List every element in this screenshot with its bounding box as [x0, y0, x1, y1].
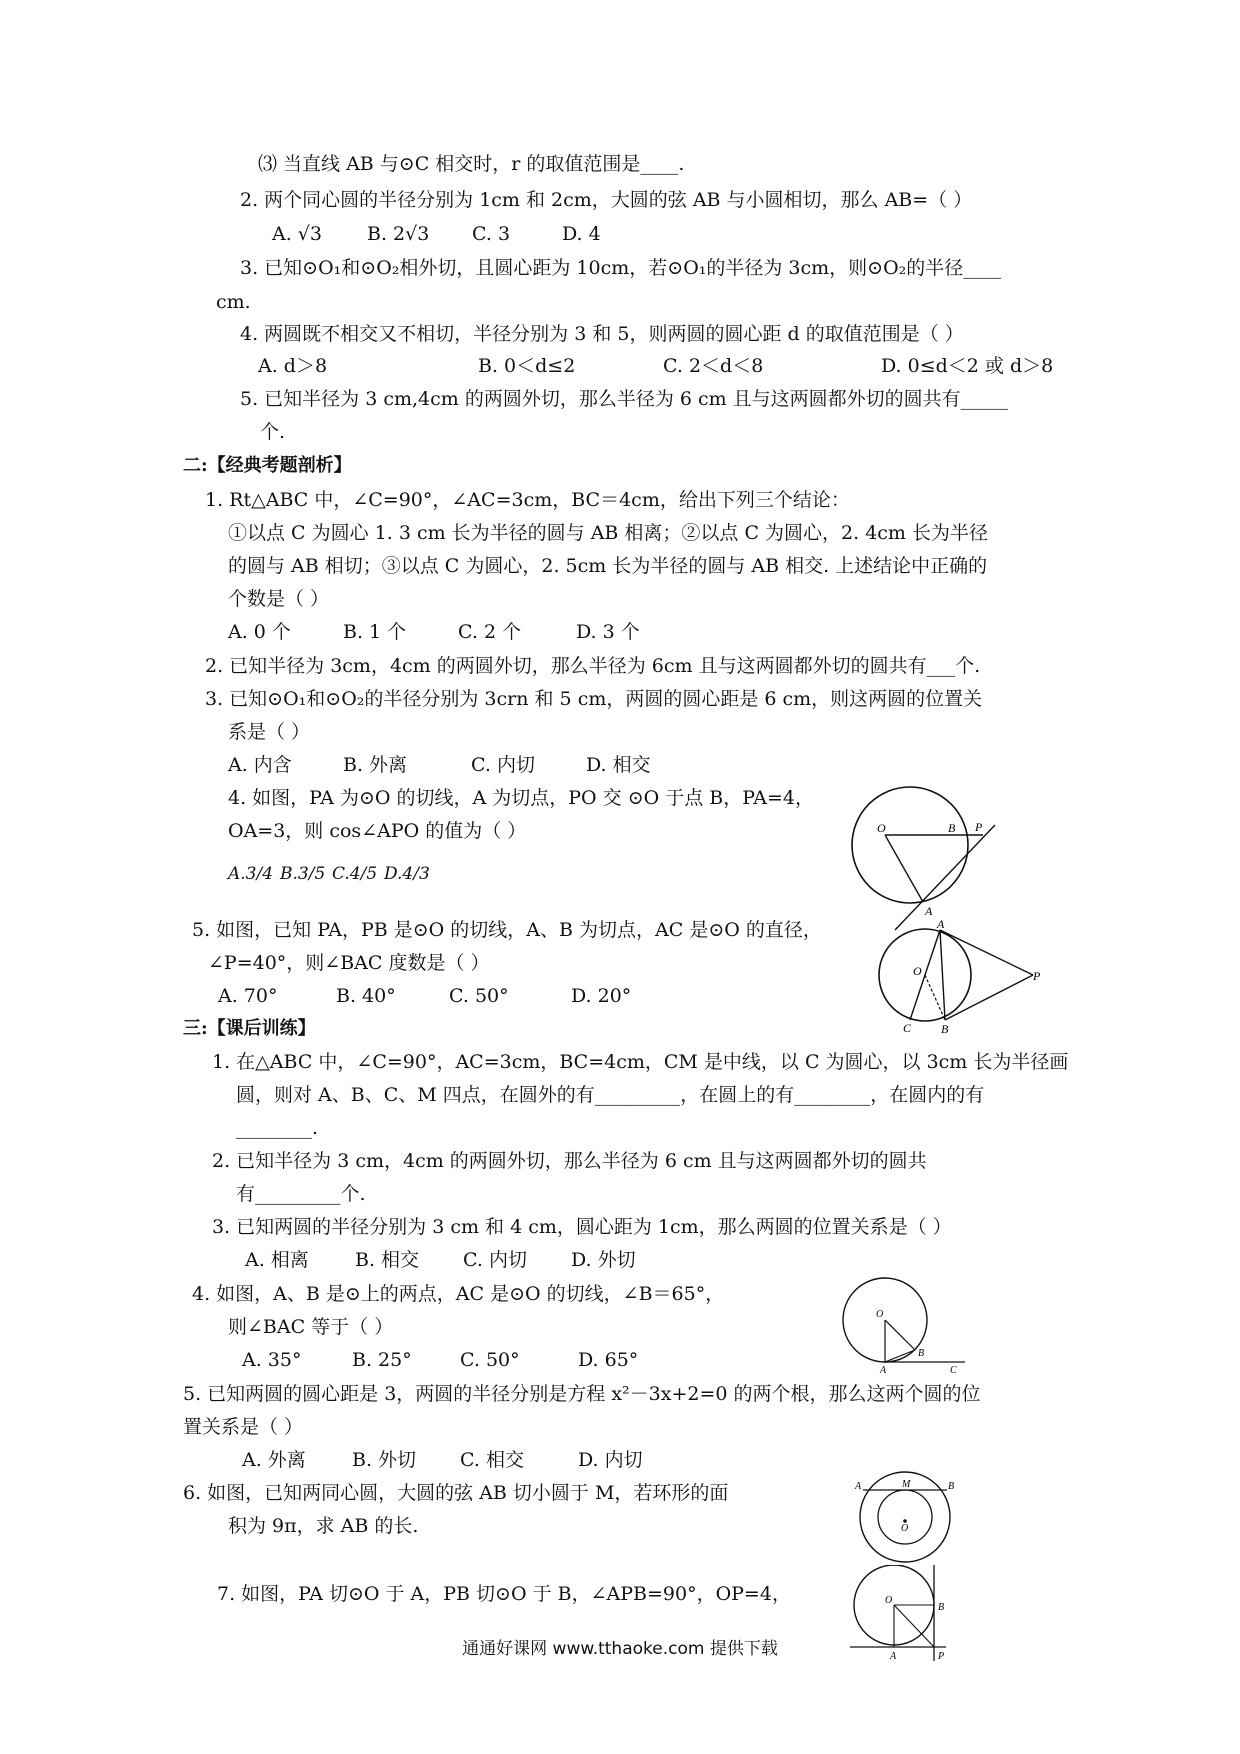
question-6: 6. 如图，已知两同心圆，大圆的弦 AB 切小圆于 M，若环形的面	[183, 1482, 729, 1504]
label-p: P	[938, 1651, 945, 1662]
question-4: 4. 如图，PA 为⊙O 的切线，A 为切点，PO 交 ⊙O 于点 B，PA=4，	[228, 787, 815, 809]
label-a: A	[925, 904, 933, 918]
text-line: 系是（ ）	[228, 721, 311, 743]
tangent-figure-2	[875, 920, 1045, 1035]
option-a: A. 70°	[218, 985, 278, 1007]
text-line: 的圆与 AB 相切；③以点 C 为圆心，2. 5cm 长为半径的圆与 AB 相交. 上述结论中正确的	[228, 555, 988, 577]
label-a: A	[855, 1481, 862, 1492]
tangent-pa	[940, 930, 1033, 975]
option-b: B. 相交	[355, 1249, 420, 1271]
tangent-figure-1	[845, 780, 1005, 940]
label-b: B	[948, 1481, 955, 1492]
option-b: B. 外离	[343, 754, 408, 776]
chord-ab	[885, 1350, 915, 1362]
options	[218, 984, 631, 1008]
text-line: 个.	[260, 421, 286, 443]
question-2: 2. 两个同心圆的半径分别为 1cm 和 2cm，大圆的弦 AB 与小圆相切，那么 AB=（ ）	[240, 189, 973, 211]
text-line: ⑶ 当直线 AB 与⊙C 相交时，r 的取值范围是____.	[258, 153, 685, 175]
option-c: C. 2＜d＜8	[663, 355, 764, 377]
option-d: D. 外切	[571, 1249, 636, 1271]
text-line: 个数是（ ）	[228, 588, 330, 610]
question-1: 1. Rt△ABC 中，∠C=90°，∠AC=3cm，BC＝4cm，给出下列三个结论：	[205, 489, 850, 511]
option-d: D. 相交	[586, 754, 651, 776]
option-a: A. 相离	[245, 1249, 309, 1271]
line-ob	[925, 975, 945, 1020]
option-d: D. 3 个	[576, 621, 640, 643]
option-b: B. 0＜d≤2	[478, 355, 576, 377]
question-2: 2. 已知半径为 3 cm，4cm 的两圆外切，那么半径为 6 cm 且与这两圆都外切的圆共	[212, 1150, 927, 1172]
option-c: C. 相交	[460, 1449, 524, 1471]
option-b: B. 25°	[352, 1349, 412, 1371]
label-b: B	[941, 1022, 949, 1035]
text-line: OA=3，则 cos∠APO 的值为（ ）	[228, 820, 527, 842]
option-c: C.4/5	[332, 864, 378, 884]
tangent-figure-3	[840, 1275, 970, 1375]
option-c: C. 3	[472, 223, 511, 245]
options	[272, 222, 601, 246]
label-c: C	[950, 1365, 957, 1375]
option-b: B. 1 个	[343, 621, 407, 643]
label-p: P	[1033, 969, 1041, 983]
options	[228, 862, 430, 886]
label-b: B	[938, 1602, 945, 1613]
option-a: A. √3	[272, 223, 322, 245]
text-line: 积为 9π，求 AB 的长.	[228, 1515, 419, 1537]
question-2: 2. 已知半径为 3cm，4cm 的两圆外切，那么半径为 6cm 且与这两圆都外切的圆共有___个.	[205, 655, 981, 677]
line-oa	[885, 835, 923, 902]
concentric-circles-figure	[850, 1465, 960, 1570]
label-b: B	[948, 821, 956, 835]
option-a: A. 外离	[242, 1449, 306, 1471]
question-4: 4. 两圆既不相交又不相切，半径分别为 3 和 5，则两圆的圆心距 d 的取值范围是（ ）	[240, 323, 964, 345]
question-3: 3. 已知两圆的半径分别为 3 cm 和 4 cm，圆心距为 1cm，那么两圆的位置关系是（ ）	[212, 1216, 952, 1238]
options	[228, 620, 640, 644]
circle-o	[852, 787, 968, 903]
section-heading: 二:【经典考题剖析】	[183, 455, 352, 476]
question-5: 5. 如图，已知 PA，PB 是⊙O 的切线，A、B 为切点，AC 是⊙O 的直径，	[192, 919, 822, 941]
tangent-line	[895, 825, 995, 930]
option-c: C. 50°	[460, 1349, 520, 1371]
text-line: ________.	[236, 1117, 319, 1139]
section-heading: 三:【课后训练】	[183, 1018, 316, 1039]
chord-ab	[940, 930, 945, 1020]
label-o: O	[885, 1595, 893, 1606]
option-d: D. 内切	[578, 1449, 643, 1471]
label-o: O	[901, 1523, 909, 1534]
option-c: C. 内切	[463, 1249, 527, 1271]
option-c: C. 内切	[471, 754, 535, 776]
label-a: A	[937, 920, 945, 931]
label-o: O	[913, 964, 922, 978]
label-o: O	[876, 1309, 884, 1320]
question-3: 3. 已知⊙O₁和⊙O₂的半径分别为 3crn 和 5 cm，两圆的圆心距是 6 cm，则这两圆的位置关	[205, 688, 983, 710]
option-c: C. 50°	[449, 985, 509, 1007]
option-b: B. 2√3	[367, 223, 430, 245]
question-1: 1. 在△ABC 中，∠C=90°，AC=3cm，BC=4cm，CM 是中线，以 C 为圆心，以 3cm 长为半径画	[212, 1051, 1069, 1073]
tangent-pb	[945, 975, 1033, 1020]
question-5: 5. 已知两圆的圆心距是 3，两圆的半径分别是方程 x²－3x+2=0 的两个根，那么这两个圆的位	[183, 1383, 981, 1405]
text-line: 有_________个.	[236, 1183, 366, 1205]
text-line: 圆，则对 A、B、C、M 四点，在圆外的有_________，在圆上的有________，在圆内的有	[236, 1084, 985, 1106]
option-b: B. 外切	[352, 1449, 417, 1471]
question-7: 7. 如图，PA 切⊙O 于 A，PB 切⊙O 于 B，∠APB=90°，OP=4，	[217, 1583, 791, 1605]
text-line: 则∠BAC 等于（ ）	[228, 1316, 394, 1338]
option-d: D. 0≤d＜2 或 d＞8	[881, 355, 1054, 377]
question-5: 5. 已知半径为 3 cm,4cm 的两圆外切，那么半径为 6 cm 且与这两圆都外切的圆共有_____	[240, 388, 1009, 410]
option-a: A. d＞8	[258, 355, 328, 377]
label-p: P	[975, 820, 983, 834]
label-o: O	[877, 821, 886, 835]
page-footer: 通通好课网 www.tthaoke.com 提供下载	[462, 1639, 778, 1659]
option-d: D.4/3	[384, 864, 430, 884]
label-b: B	[918, 1348, 925, 1359]
inner-circle	[878, 1490, 932, 1544]
options	[258, 354, 1053, 378]
option-b: B. 40°	[336, 985, 396, 1007]
options	[245, 1248, 636, 1272]
option-d: D. 20°	[571, 985, 632, 1007]
question-3: 3. 已知⊙O₁和⊙O₂相外切，且圆心距为 10cm，若⊙O₁的半径为 3cm，则⊙O₂的半径____	[240, 257, 1002, 279]
label-a: A	[880, 1365, 887, 1375]
option-a: A. 35°	[242, 1349, 302, 1371]
options	[242, 1448, 643, 1472]
text-line: 置关系是（ ）	[183, 1416, 304, 1438]
label-m: M	[902, 1479, 911, 1490]
option-a: A. 0 个	[228, 621, 291, 643]
label-a: A	[890, 1651, 897, 1662]
option-c: C. 2 个	[458, 621, 522, 643]
options	[228, 753, 651, 777]
text-line: ①以点 C 为圆心 1. 3 cm 长为半径的圆与 AB 相离；②以点 C 为圆心，2. 4cm 长为半径	[228, 522, 988, 544]
label-c: C	[903, 1021, 912, 1035]
text-line: ∠P=40°，则∠BAC 度数是（ ）	[208, 952, 490, 974]
radius-ob	[885, 1320, 915, 1350]
option-a: A. 内含	[228, 754, 292, 776]
options	[242, 1348, 638, 1372]
question-4: 4. 如图，A、B 是⊙上的两点，AC 是⊙O 的切线，∠B＝65°，	[192, 1283, 725, 1305]
text-line: cm.	[216, 291, 251, 313]
option-b: B.3/5	[280, 864, 326, 884]
option-a: A.3/4	[228, 864, 274, 884]
option-d: D. 4	[562, 223, 601, 245]
option-d: D. 65°	[578, 1349, 639, 1371]
